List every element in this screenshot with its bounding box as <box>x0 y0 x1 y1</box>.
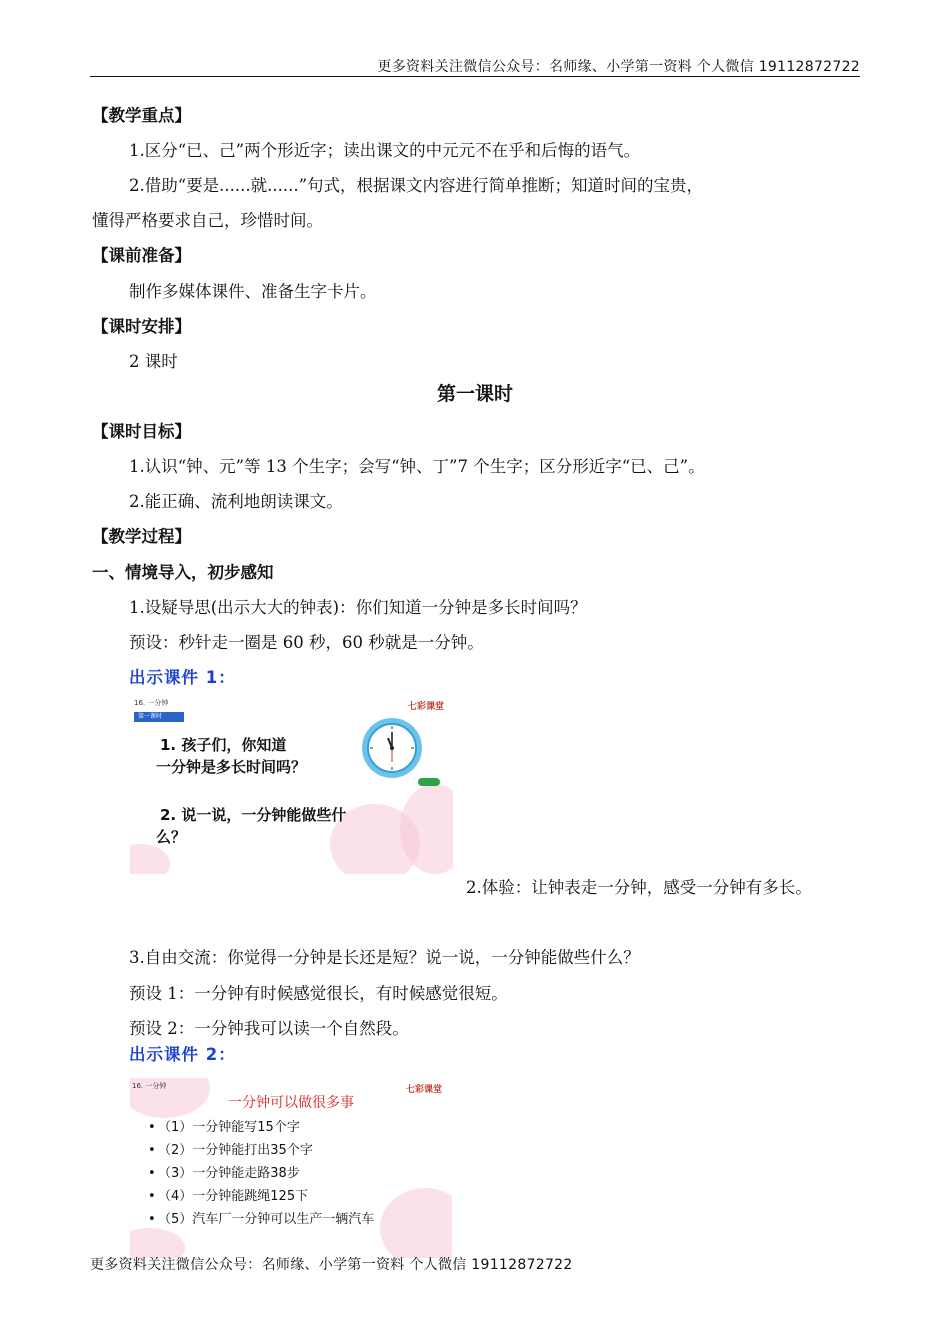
list-item: • （5）汽车厂一分钟可以生产一辆汽车 <box>148 1212 375 1227</box>
prep-heading: 【课前准备】 <box>92 246 191 265</box>
step1-heading: 一、情境导入，初步感知 <box>92 563 274 582</box>
process-heading: 【教学过程】 <box>92 527 191 546</box>
list-item: • （1）一分钟能写15个字 <box>148 1120 300 1135</box>
step1-item-2: 2.体验：让钟表走一分钟，感受一分钟有多长。 <box>466 878 812 897</box>
schedule-heading: 【课时安排】 <box>92 317 191 336</box>
key-point-2: 2.借助“要是......就......”句式，根据课文内容进行简单推断；知道时间的宝贵， <box>129 176 704 195</box>
lesson-title: 第一课时 <box>436 383 513 405</box>
slide-lesson-label: 16. 一分钟 <box>134 699 169 707</box>
prep-text: 制作多媒体课件、准备生字卡片。 <box>129 282 377 301</box>
petal-decoration <box>130 844 170 874</box>
goal-heading: 【课时目标】 <box>92 422 191 441</box>
slide-title: 一分钟可以做很多事 <box>228 1095 354 1111</box>
courseware-slide-1 <box>130 694 453 874</box>
header-divider <box>90 76 860 77</box>
preset-2: 预设 2：一分钟我可以读一个自然段。 <box>129 1019 409 1038</box>
page-header: 更多资料关注微信公众号：名师缘、小学第一资料 个人微信 19112872722 <box>377 59 860 75</box>
key-points-heading: 【教学重点】 <box>92 106 191 125</box>
list-item: • （4）一分钟能跳绳125下 <box>148 1189 309 1204</box>
slide-question-2: 2. 说一说，一分钟能做些什 <box>160 806 347 824</box>
petal-decoration <box>380 1188 452 1258</box>
page-footer: 更多资料关注微信公众号：名师缘、小学第一资料 个人微信 19112872722 <box>90 1257 573 1273</box>
slide-question-1-cont: 一分钟是多长时间吗？ <box>156 758 307 776</box>
slide-question-2-cont: 么？ <box>156 828 187 846</box>
key-point-1: 1.区分“已、己”两个形近字；读出课文的中元元不在乎和后悔的语气。 <box>129 141 641 160</box>
key-point-2-cont: 懂得严格要求自己，珍惜时间。 <box>92 211 323 230</box>
step1-item-1: 1.设疑导思(出示大大的钟表)：你们知道一分钟是多长时间吗？ <box>129 598 587 617</box>
slide-lesson-label: 16. 一分钟 <box>132 1082 167 1090</box>
step1-preset: 预设：秒针走一圈是 60 秒，60 秒就是一分钟。 <box>129 633 484 652</box>
slide-tab: 第一课时 <box>134 712 184 722</box>
slide-logo: 七彩课堂 <box>406 1085 443 1095</box>
goal-2: 2.能正确、流利地朗读课文。 <box>129 492 343 511</box>
slide-question-1: 1. 孩子们，你知道 <box>160 736 287 754</box>
preset-1: 预设 1：一分钟有时候感觉很长，有时候感觉很短。 <box>129 984 508 1003</box>
courseware-slide-2 <box>130 1078 452 1258</box>
courseware-2-label: 出示课件 2： <box>129 1045 236 1064</box>
slide-logo: 七彩课堂 <box>408 702 445 712</box>
goal-1: 1.认识“钟、元”等 13 个生字；会写“钟、丁”7 个生字；区分形近字“已、己”。 <box>129 457 705 476</box>
step1-item-3: 3.自由交流：你觉得一分钟是长还是短？说一说，一分钟能做些什么？ <box>129 948 640 967</box>
schedule-text: 2 课时 <box>129 352 178 371</box>
list-item: • （2）一分钟能打出35个字 <box>148 1143 313 1158</box>
clock-icon <box>360 716 424 780</box>
courseware-1-label: 出示课件 1： <box>129 668 236 687</box>
list-item: • （3）一分钟能走路38步 <box>148 1166 300 1181</box>
play-button[interactable] <box>418 778 440 786</box>
